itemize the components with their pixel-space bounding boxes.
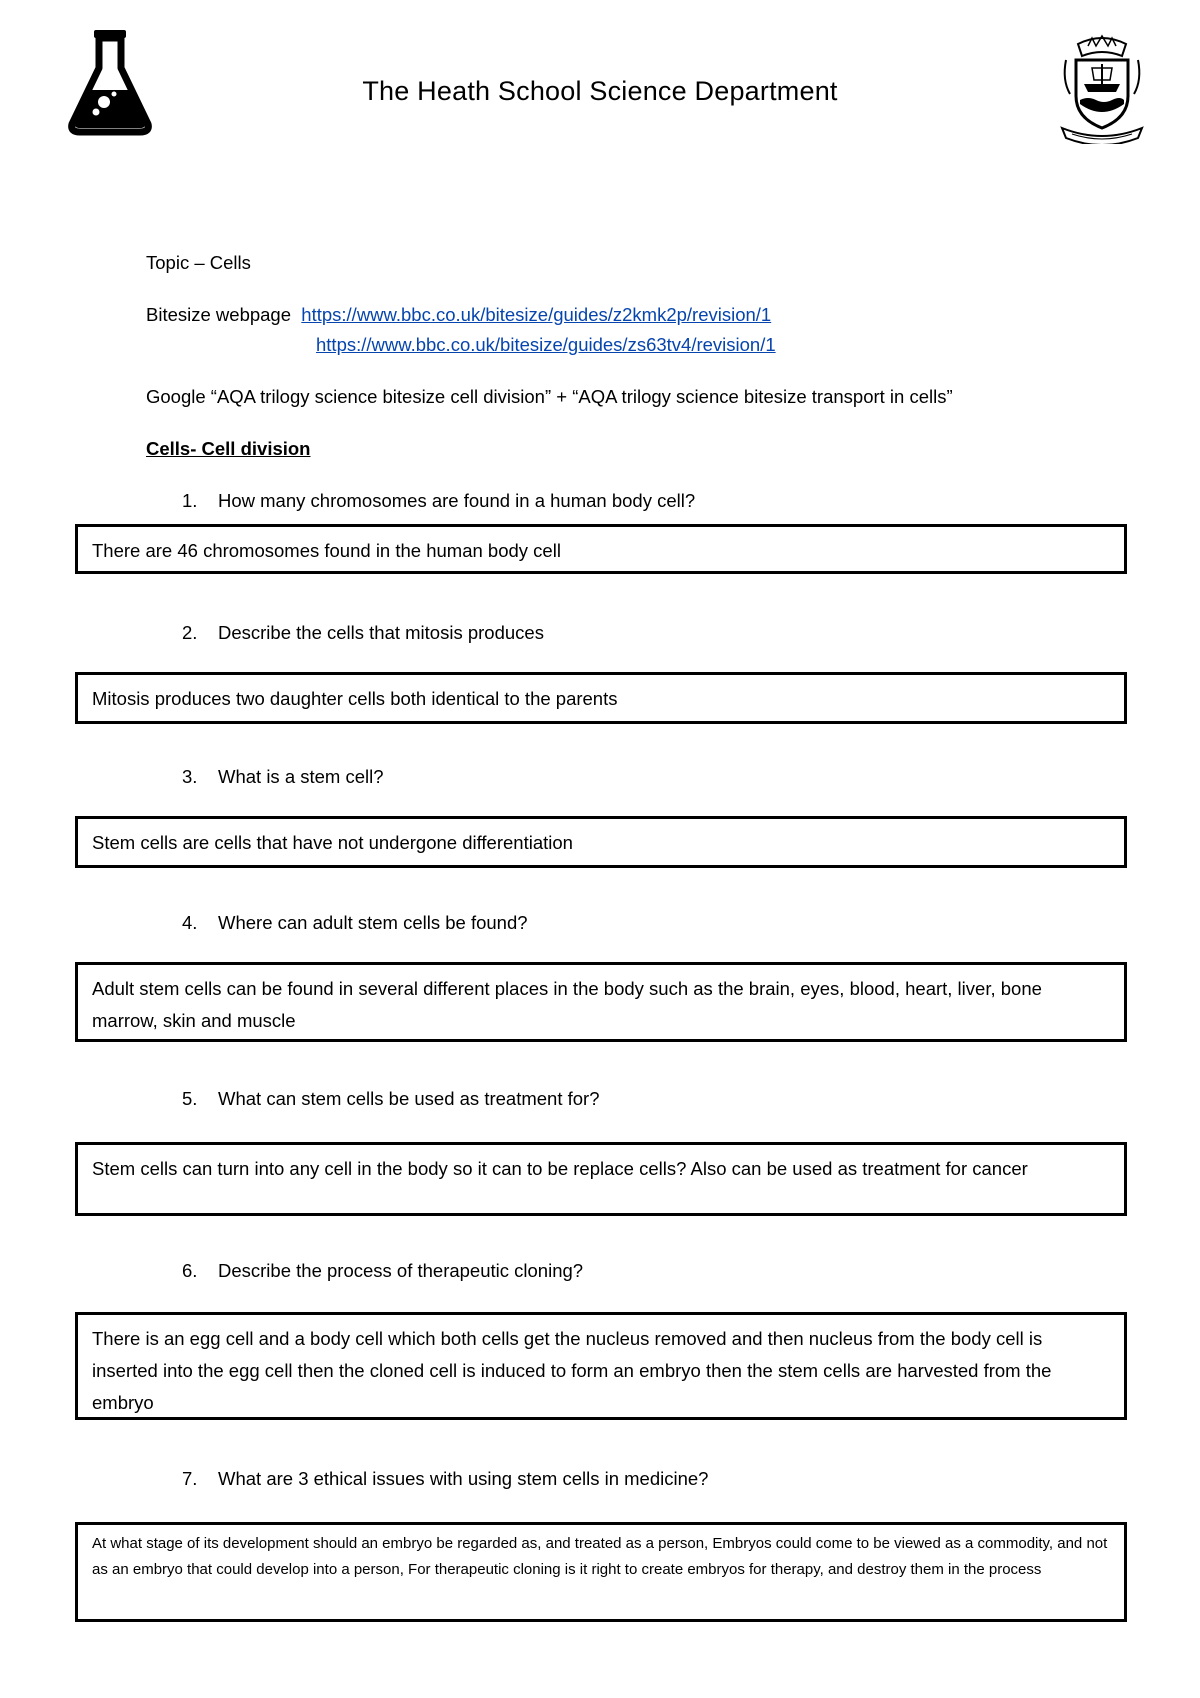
question-3: 3. What is a stem cell? <box>182 766 384 787</box>
question-1: 1. How many chromosomes are found in a human body cell? <box>182 490 696 511</box>
question-4: 4. Where can adult stem cells be found? <box>182 912 528 933</box>
question-2: 2. Describe the cells that mitosis produces <box>182 622 544 643</box>
bitesize-link-1[interactable]: https://www.bbc.co.uk/bitesize/guides/z2kmk2p/revision/1 <box>301 304 772 325</box>
bitesize-line-2 <box>316 334 776 356</box>
answer-box-5[interactable]: Stem cells can turn into any cell in the body so it can to be replace cells? Also can be used as treatment for cancer <box>75 1142 1127 1216</box>
answer-box-6[interactable]: There is an egg cell and a body cell which both cells get the nucleus removed and then nucleus from the body cell is inserted into the egg cell then the cloned cell is induced to form an embryo then the stem cells are harvested from the embryo <box>75 1312 1127 1420</box>
page-title: The Heath School Science Department <box>362 76 838 106</box>
bitesize-link-2[interactable]: https://www.bbc.co.uk/bitesize/guides/zs63tv4/revision/1 <box>316 334 776 355</box>
question-6: 6. Describe the process of therapeutic cloning? <box>182 1260 584 1281</box>
answer-box-3[interactable]: Stem cells are cells that have not undergone differentiation <box>75 816 1127 868</box>
bitesize-label: Bitesize webpage <box>146 304 292 325</box>
answer-box-2[interactable]: Mitosis produces two daughter cells both identical to the parents <box>75 672 1127 724</box>
section-heading: Cells- Cell division <box>146 438 311 459</box>
answer-box-1[interactable]: There are 46 chromosomes found in the human body cell <box>75 524 1127 574</box>
bitesize-line <box>146 304 771 326</box>
answer-box-4[interactable]: Adult stem cells can be found in several different places in the body such as the brain, eyes, blood, heart, liver, bone marrow, skin and muscle <box>75 962 1127 1042</box>
question-7: 7. What are 3 ethical issues with using stem cells in medicine? <box>182 1468 709 1489</box>
topic-line: Topic – Cells <box>146 252 251 273</box>
answer-box-7[interactable]: At what stage of its development should an embryo be regarded as, and treated as a person, Embryos could come to be viewed as a commodity, and not as an embryo that could develop into a person, For therapeutic cloning is it right to create embryos for therapy, and destroy them in the process <box>75 1522 1127 1622</box>
school-crest-icon <box>1058 34 1146 144</box>
question-5: 5. What can stem cells be used as treatment for? <box>182 1088 600 1109</box>
google-search-line: Google “AQA trilogy science bitesize cell division” + “AQA trilogy science bitesize transport in cells” <box>146 386 953 407</box>
